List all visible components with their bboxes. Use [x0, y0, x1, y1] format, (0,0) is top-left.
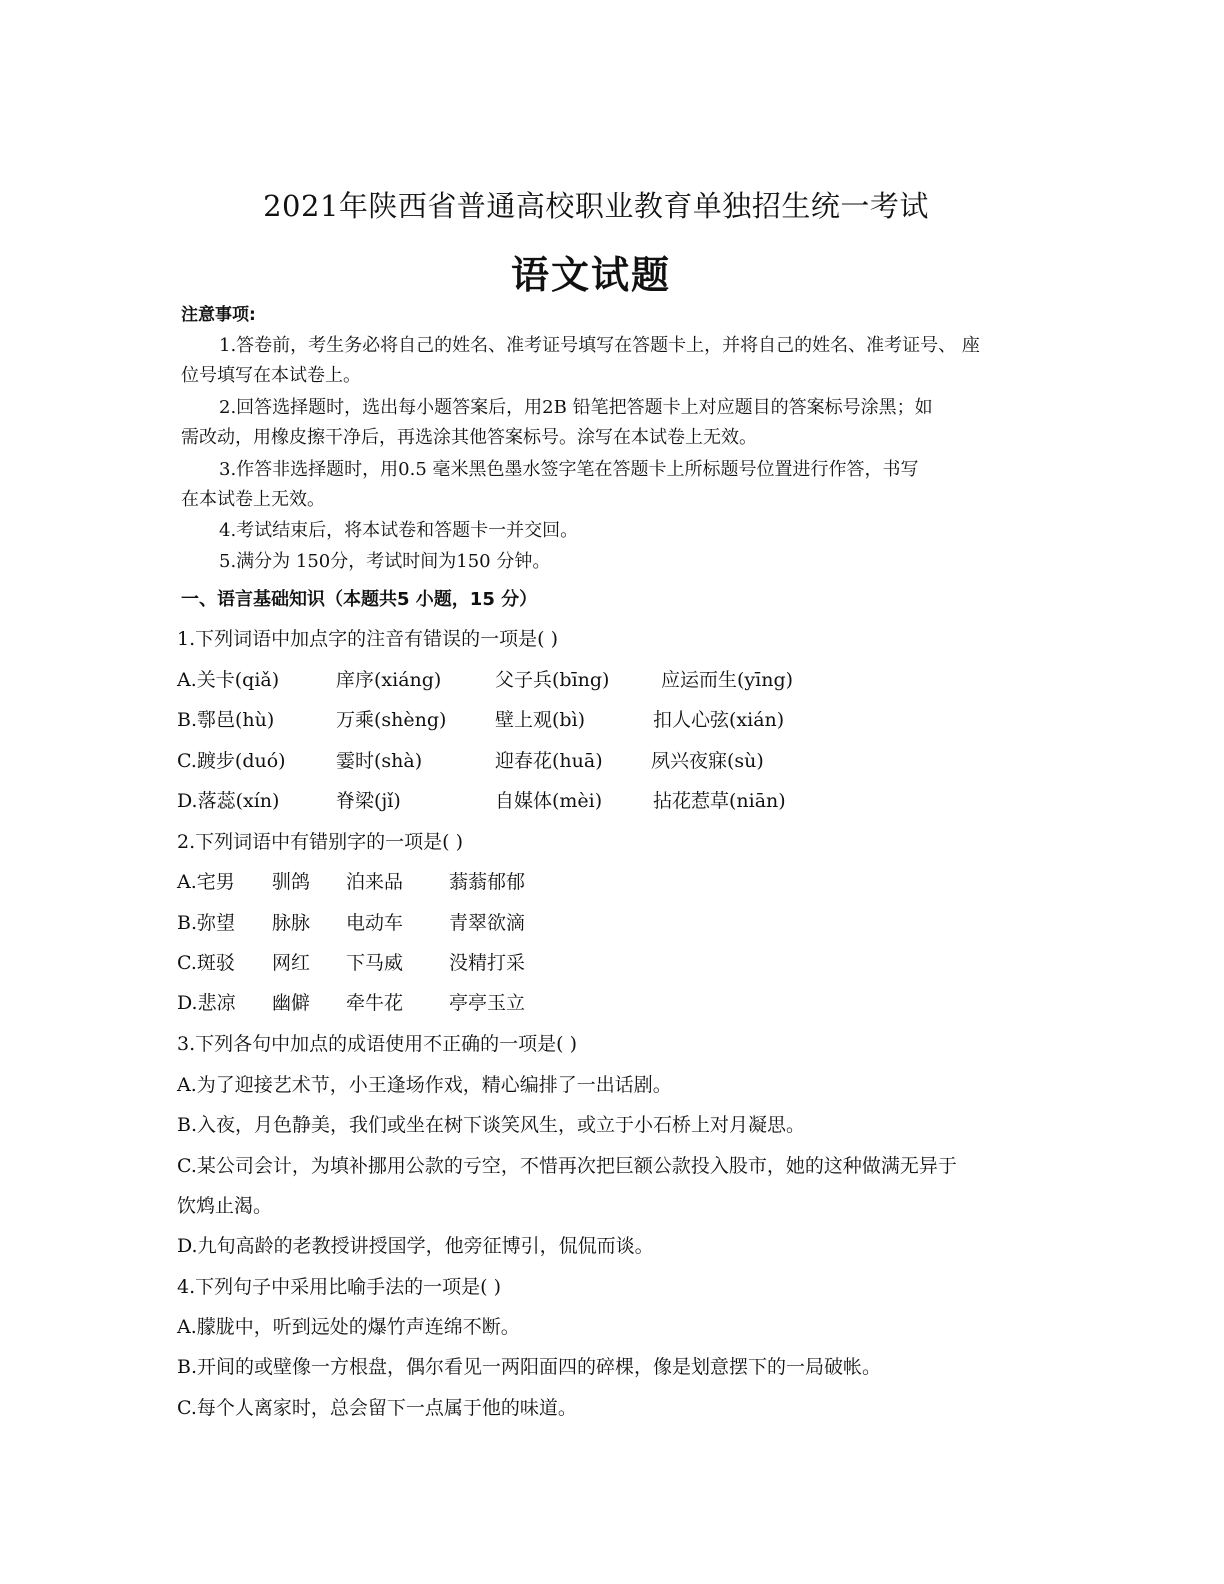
q1-option-item: 迎春花(huā) [495, 750, 603, 772]
q1-option-item: 夙兴夜寐(sù) [651, 750, 764, 772]
q1-option-item: D.落蕊(xín) [177, 790, 280, 812]
q2-option-item: D.悲凉 [177, 992, 236, 1014]
q1-option-item: C.踱步(duó) [177, 750, 286, 772]
notice-item: 4.考试结束后，将本试卷和答题卡一并交回。 [219, 520, 579, 541]
q2-option-item: 脉脉 [272, 912, 311, 934]
q2-option-item: C.斑驳 [177, 952, 235, 974]
notice-item: 需改动，用橡皮擦干净后，再选涂其他答案标号。涂写在本试卷上无效。 [181, 427, 757, 448]
q1-option-item: 霎时(shà) [336, 750, 423, 772]
q1-option-item: A.关卡(qiǎ) [177, 669, 280, 691]
notice-item: 在本试卷上无效。 [181, 489, 325, 510]
q4-option: A.朦胧中，听到远处的爆竹声连绵不断。 [177, 1316, 520, 1338]
q3-option: B.入夜，月色静美，我们或坐在树下谈笑风生，或立于小石桥上对月凝思。 [177, 1114, 806, 1136]
subject-title: 语文试题 [510, 253, 671, 297]
notice-item: 5.满分为 150分，考试时间为150 分钟。 [219, 551, 551, 572]
q1-option-item: 父子兵(bīng) [495, 669, 610, 691]
section-heading: 一、语言基础知识（本题共5 小题，15 分） [181, 589, 538, 610]
q1-option-item: 自媒体(mèi) [495, 790, 603, 812]
question-stem: 2.下列词语中有错别字的一项是( ) [177, 831, 463, 853]
notice-item: 1.答卷前，考生务必将自己的姓名、准考证号填写在答题卡上，并将自己的姓名、准考证号、 座 [219, 335, 980, 356]
q2-option-item: 下马威 [346, 952, 404, 974]
q3-option: 饮鸩止渴。 [177, 1195, 273, 1217]
q2-option-item: 青翠欲滴 [449, 912, 526, 934]
q2-option-item: 没精打采 [449, 952, 526, 974]
notice-item: 3.作答非选择题时，用0.5 毫米黑色墨水签字笔在答题卡上所标题号位置进行作答，书写 [219, 459, 919, 480]
q3-option: C.某公司会计，为填补挪用公款的亏空，不惜再次把巨额公款投入股市，她的这种做满无异于 [177, 1155, 957, 1177]
q4-option: B.开间的或壁像一方根盘，偶尔看见一两阳面四的碎棵，像是划意摆下的一局破帐。 [177, 1356, 882, 1378]
q2-option-item: 牵牛花 [346, 992, 404, 1014]
q1-option-item: 万乘(shèng) [336, 709, 447, 731]
q2-option-item: 亭亭玉立 [449, 992, 526, 1014]
q2-option-item: 电动车 [346, 912, 404, 934]
question-stem: 4.下列句子中采用比喻手法的一项是( ) [177, 1276, 501, 1298]
q1-option-item: 庠序(xiáng) [336, 669, 442, 691]
q2-option-item: 幽僻 [272, 992, 311, 1014]
notice-item: 位号填写在本试卷上。 [181, 365, 361, 386]
q1-option-item: 脊梁(jǐ) [336, 790, 401, 812]
q2-option-item: 网红 [272, 952, 311, 974]
notice-item: 2.回答选择题时，选出每小题答案后，用2B 铅笔把答题卡上对应题目的答案标号涂黑；如 [219, 397, 933, 418]
exam-title: 2021年陕西省普通高校职业教育单独招生统一考试 [263, 189, 929, 223]
q3-option: D.九旬高龄的老教授讲授国学，他旁征博引，侃侃而谈。 [177, 1235, 654, 1257]
q1-option-item: 拈花惹草(niān) [653, 790, 786, 812]
q1-option-item: 扣人心弦(xián) [653, 709, 785, 731]
q3-option: A.为了迎接艺术节，小王逢场作戏，精心编排了一出话剧。 [177, 1074, 672, 1096]
q2-option-item: A.宅男 [177, 871, 235, 893]
q1-option-item: 应运而生(yīng) [661, 669, 794, 691]
q2-option-item: 驯鸽 [272, 871, 311, 893]
q1-option-item: B.鄠邑(hù) [177, 709, 275, 731]
q1-option-item: 壁上观(bì) [495, 709, 586, 731]
q2-option-item: B.弥望 [177, 912, 236, 934]
question-stem: 3.下列各句中加点的成语使用不正确的一项是( ) [177, 1033, 577, 1055]
q2-option-item: 蓊蓊郁郁 [449, 871, 526, 893]
q2-option-item: 泊来品 [346, 871, 404, 893]
notice-heading: 注意事项: [181, 305, 256, 325]
question-stem: 1.下列词语中加点字的注音有错误的一项是( ) [177, 628, 558, 650]
q4-option: C.每个人离家时，总会留下一点属于他的味道。 [177, 1397, 577, 1419]
